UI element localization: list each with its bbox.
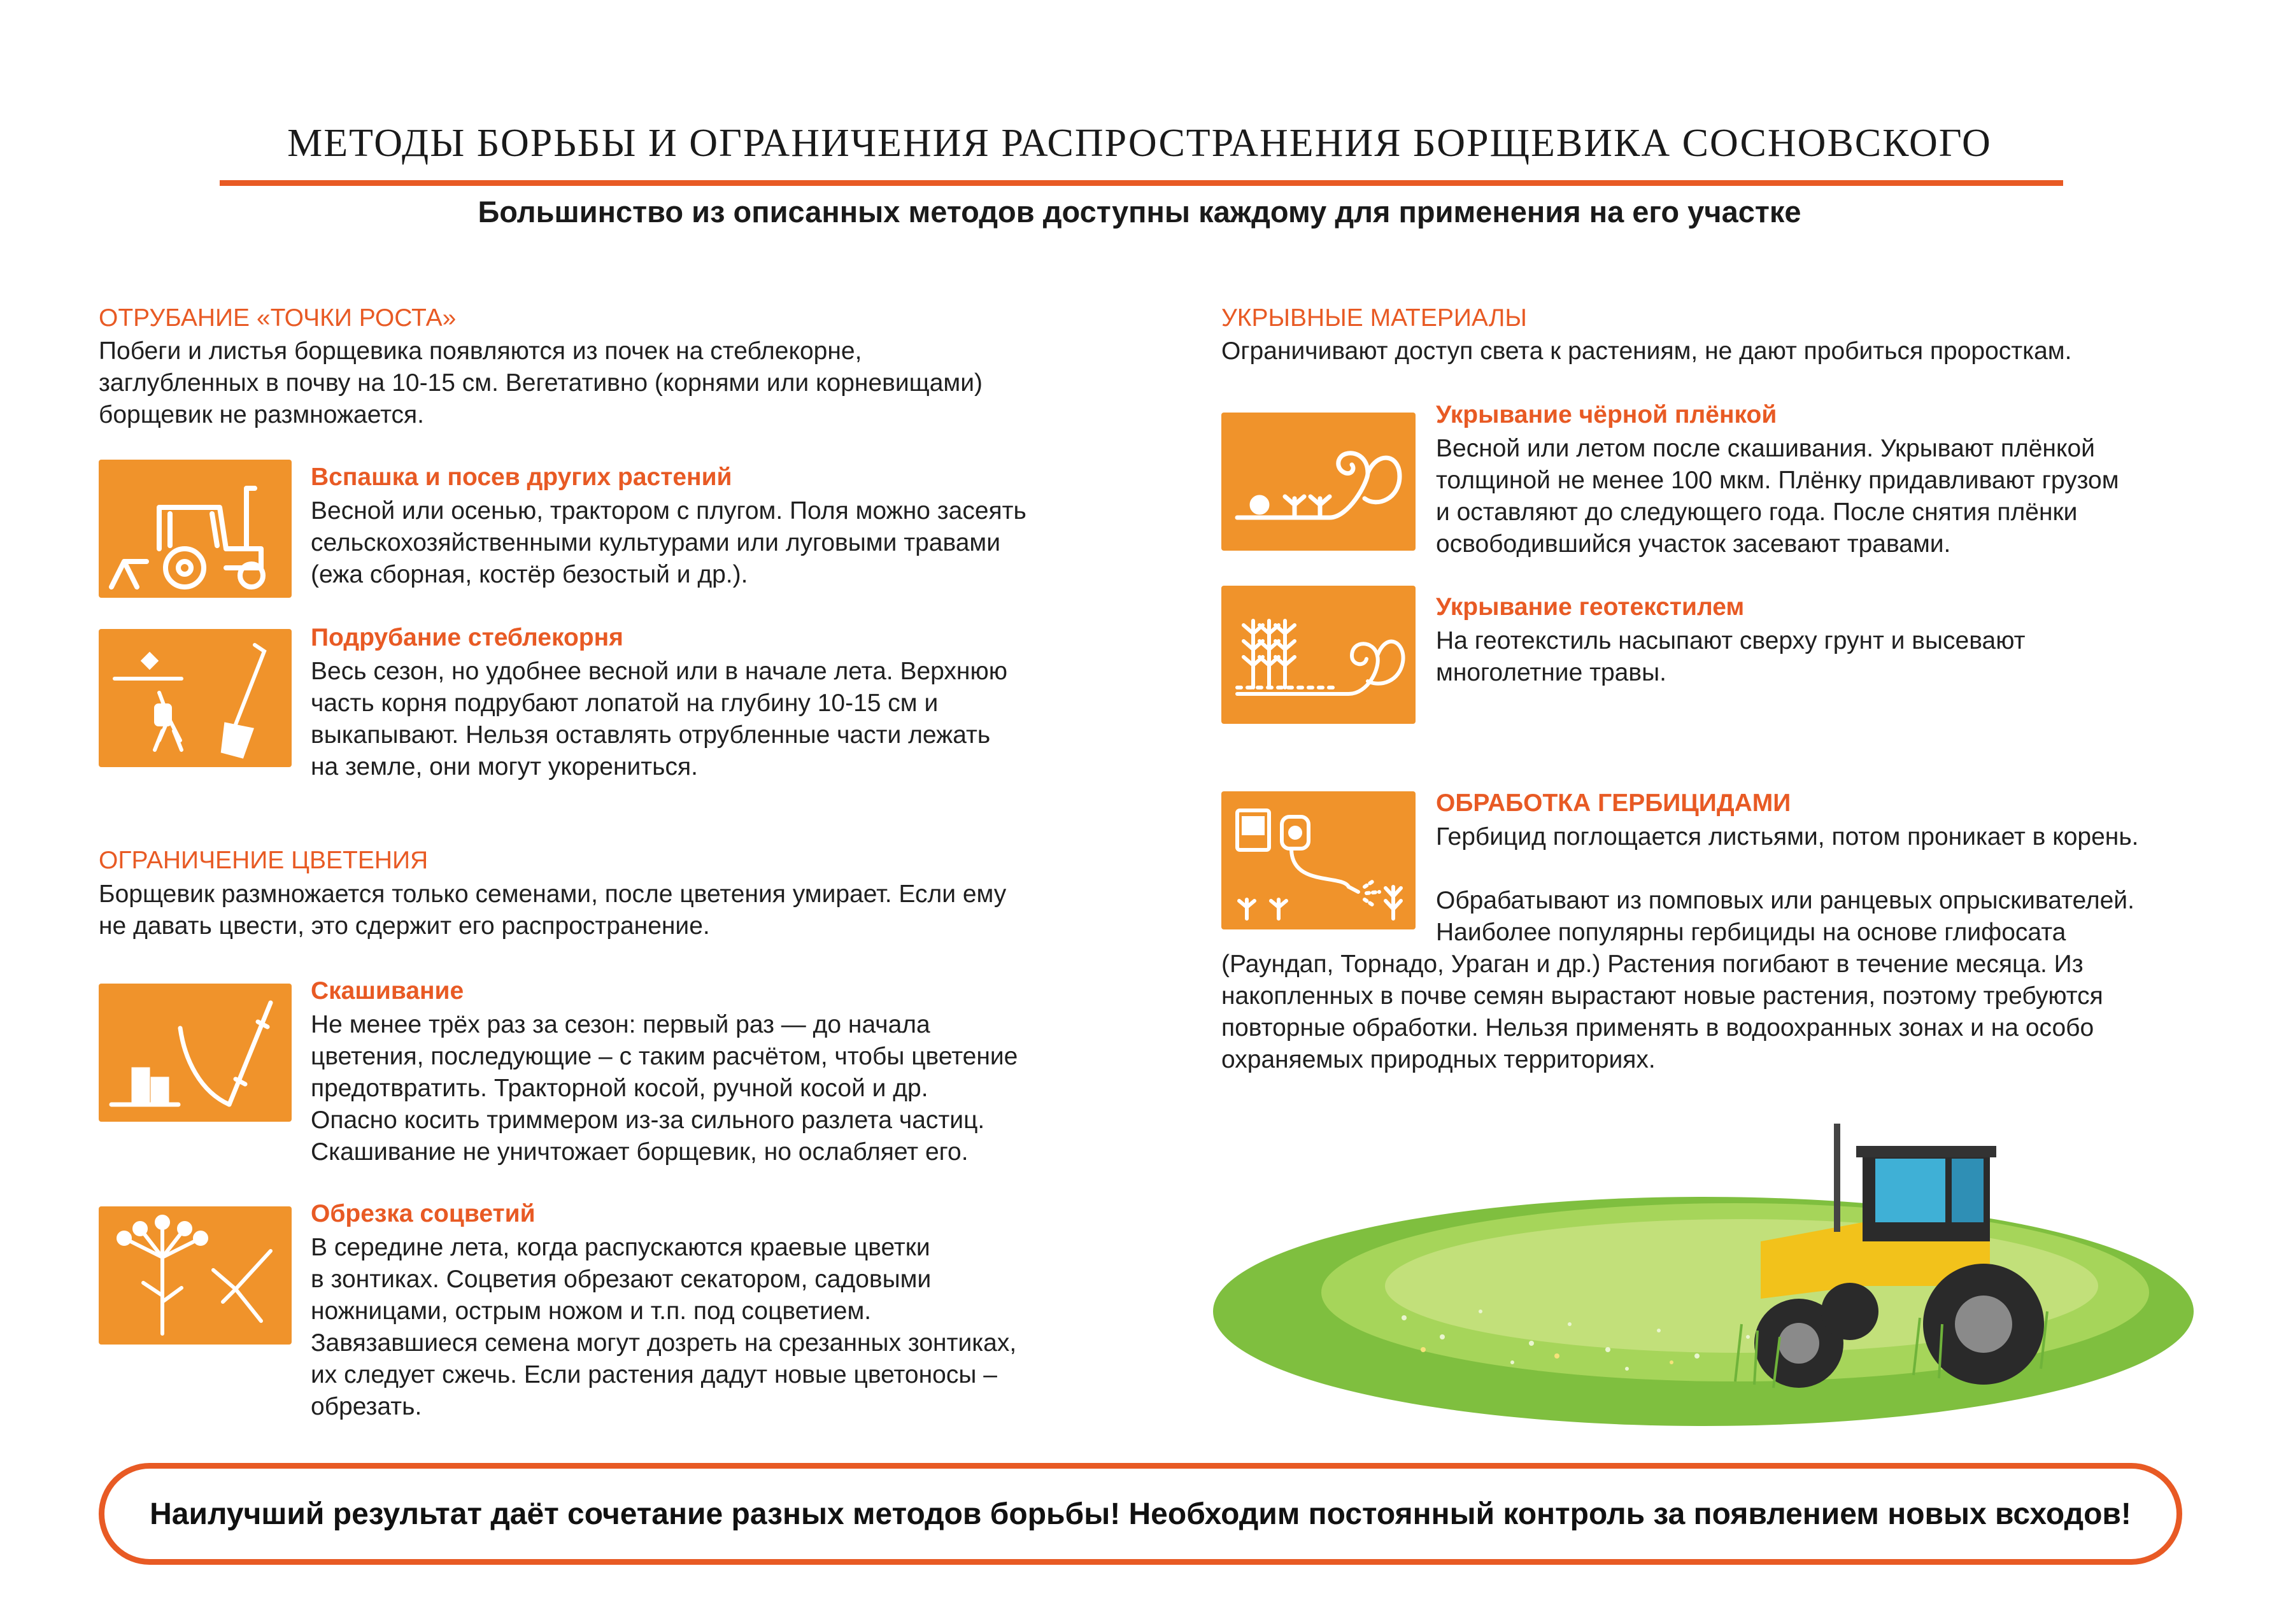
trimming-text: В середине лета, когда распускаются краевые цветки в зонтиках. Соцветия обрезают секатором, садовыми ножницами, острым ножом и т.п. под соцветием. Завязавшиеся семена могут дозреть на срезанных зонтиках, их следует сжечь. Если растения дадут новые цветоносы – обрезать. [311,1234,1017,1420]
sprayer-icon [1221,791,1416,929]
footer-banner [99,1463,2182,1565]
section-herbicides-heading: ОБРАБОТКА ГЕРБИЦИДАМИ [1436,789,1791,817]
plowing-heading: Вспашка и посев других растений [311,463,732,491]
field-tractor-illustration [1213,1095,2194,1426]
mowing-heading: Скашивание [311,977,464,1005]
title-underline [220,180,2063,186]
herbicides-text-full: (Раундап, Торнадо, Ураган и др.) Растения погибают в течение месяца. Из накопленных в почве семян вырастают новые растения, поэтому требуются повторные обработки. Нельзя применять в водоохранных зонах и на особо охраняемых природных территориях. [1221,950,2103,1073]
herbicides-text-short: Гербицид поглощается листьями, потом проникает в корень. Обрабатывают из помповых или ранцевых опрыскивателей. Наиболее популярны гербициды на основе глифосата [1436,823,2139,946]
tractor-icon [99,460,292,598]
cutting-root-text: Весь сезон, но удобнее весной или в начале лета. Верхнюю часть корня подрубают лопатой на глубину 10-15 см и выкапывают. Нельзя оставлять отрубленные части лежать на земле, они могут укорениться. [311,658,1007,780]
mowing-text: Не менее трёх раз за сезон: первый раз — до начала цветения, последующие – с таким расчётом, чтобы цветение предотвратить. Тракторной косой, ручной косой и др. Опасно косить триммером из-за сильного разлета частиц. Скашивание не уничтожает борщевик, но ослабляет его. [311,1011,1018,1166]
pruner-icon [99,1206,292,1345]
section-growth-point-heading: ОТРУБАНИЕ «ТОЧКИ РОСТА» [99,304,457,332]
film-roll-icon [1221,413,1416,551]
shovel-icon [99,629,292,767]
black-film-heading: Укрывание чёрной плёнкой [1436,401,1777,428]
section-covering-heading: УКРЫВНЫЕ МАТЕРИАЛЫ [1221,304,1527,332]
section-flowering-text: Борщевик размножается только семенами, после цветения умирает. Если ему не давать цвести, это сдержит его распространение. [99,880,1007,940]
geotextile-icon [1221,586,1416,724]
section-flowering-heading: ОГРАНИЧЕНИЕ ЦВЕТЕНИЯ [99,847,429,874]
black-film-text: Весной или летом после скашивания. Укрывают плёнкой толщиной не менее 100 мкм. Плёнку придавливают грузом и оставляют до следующего года. После снятия плёнки освободившийся участок засевают травами. [1436,435,2119,558]
trimming-heading: Обрезка соцветий [311,1200,536,1227]
footer-banner-text: Наилучший результат даёт сочетание разных методов борьбы! Необходим постоянный контроль за появлением новых всходов! [150,1497,2131,1531]
scythe-icon [99,984,292,1122]
plowing-text: Весной или осенью, трактором с плугом. Поля можно засеять сельскохозяйственными культурами или луговыми травами (ежа сборная, костёр безостый и др.). [311,497,1026,588]
page-title: МЕТОДЫ БОРЬБЫ И ОГРАНИЧЕНИЯ РАСПРОСТРАНЕНИЯ БОРЩЕВИКА СОСНОВСКОГО [287,122,1992,165]
page-subtitle: Большинство из описанных методов доступны каждому для применения на его участке [478,195,1801,229]
geotextile-heading: Укрывание геотекстилем [1436,593,1745,621]
section-growth-point-text: Побеги и листья борщевика появляются из почек на стеблекорне, заглубленных в почву на 10-15 см. Вегетативно (корнями или корневищами) борщевик не размножается. [99,337,983,428]
section-covering-text: Ограничивают доступ света к растениям, не дают пробиться проросткам. [1221,337,2072,365]
geotextile-text: На геотекстиль насыпают сверху грунт и высевают многолетние травы. [1436,627,2026,686]
cutting-root-heading: Подрубание стеблекорня [311,624,623,651]
